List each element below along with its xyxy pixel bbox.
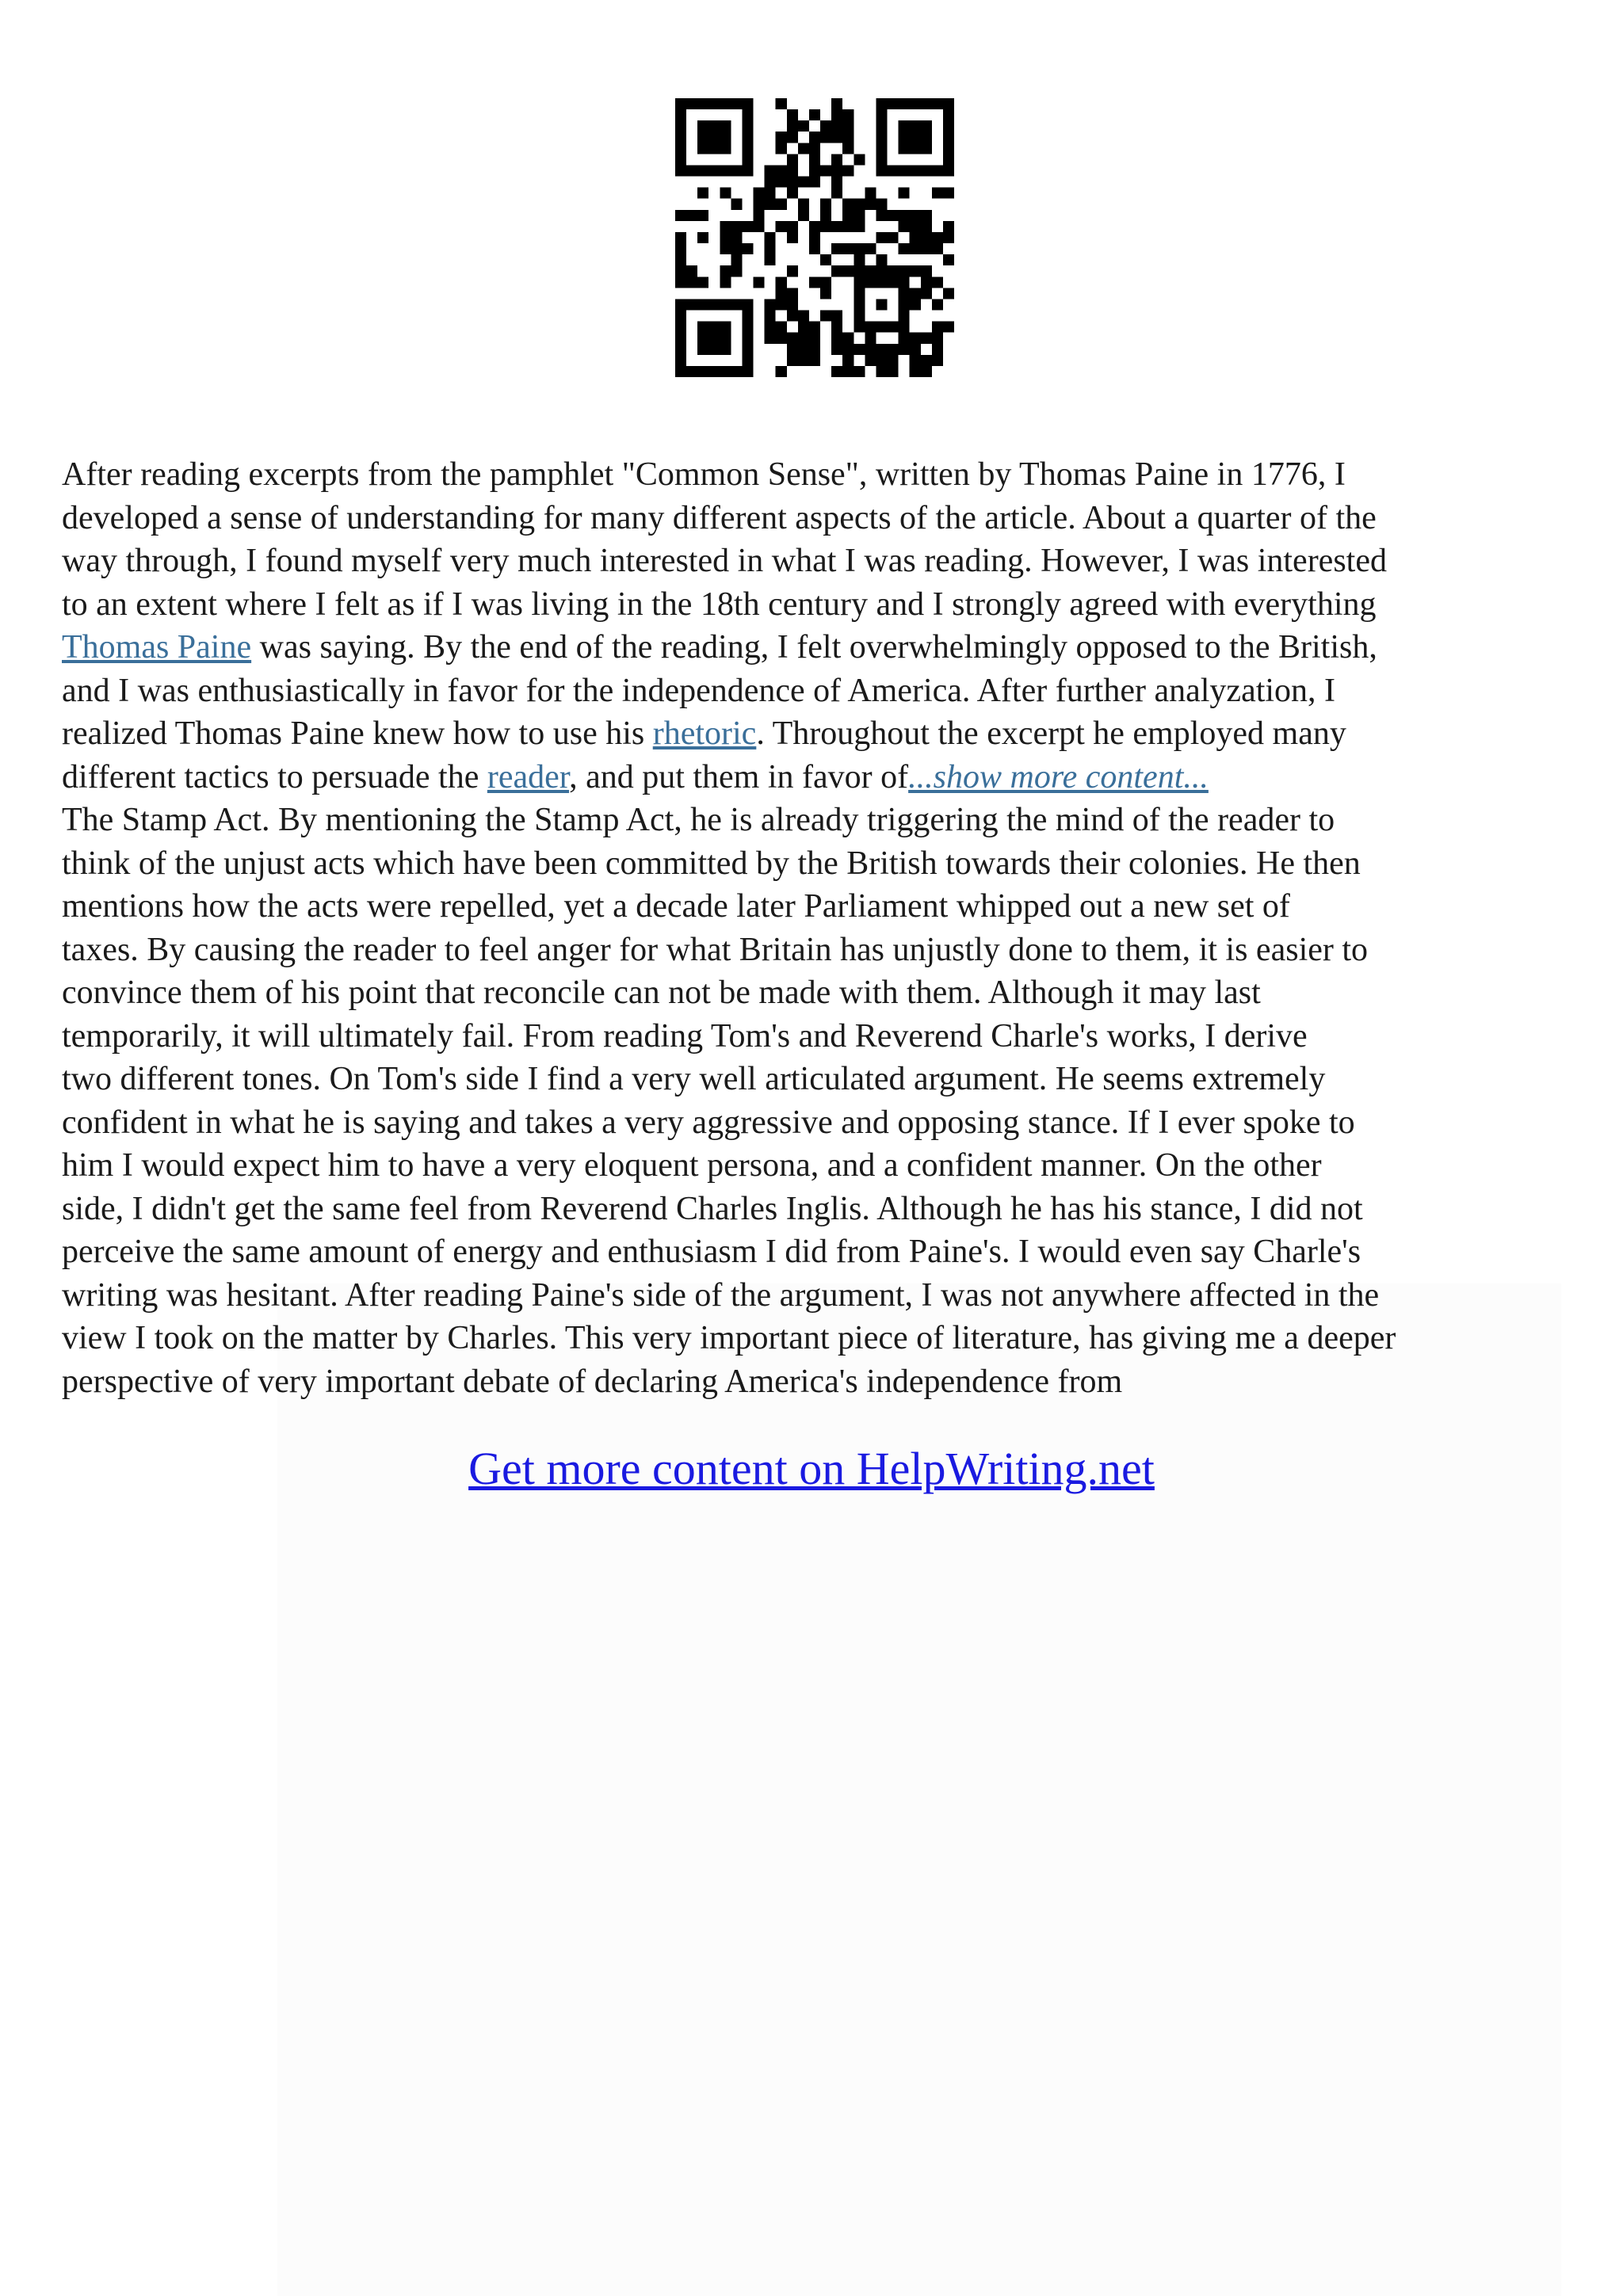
rhetoric-link[interactable]: rhetoric — [652, 715, 757, 752]
article-line: two different tones. On Tom's side I find a very well articulated argument. He seems extremely — [62, 1061, 1326, 1097]
article-line: way through, I found myself very much interested in what I was reading. However, I was interested — [62, 543, 1387, 579]
article-line: confident in what he is saying and takes a very aggressive and opposing stance. If I ever spoke to — [62, 1104, 1355, 1141]
article-line: side, I didn't get the same feel from Reverend Charles Inglis. Although he has his stance, I did not — [62, 1190, 1363, 1227]
article-line: writing was hesitant. After reading Paine's side of the argument, I was not anywhere affected in the — [62, 1276, 1380, 1314]
page-shade — [277, 1283, 1561, 2296]
article-line: After reading excerpts from the pamphlet "Common Sense", written by Thomas Paine in 1776, I — [62, 456, 1346, 493]
article-text: , and put them in favor of — [569, 758, 909, 795]
article-line: view I took on the matter by Charles. This very important piece of literature, has giving me a deeper — [62, 1320, 1396, 1356]
article-line: perspective of very important debate of declaring America's independence from — [62, 1363, 1123, 1400]
article-line: perceive the same amount of energy and enthusiasm I did from Paine's. I would even say Charle's — [62, 1234, 1361, 1270]
article-line — [62, 756, 1568, 799]
article-line: The Stamp Act. By mentioning the Stamp Act, he is already triggering the mind of the reader to — [62, 802, 1335, 838]
article-line — [62, 712, 1568, 756]
article-line: temporarily, it will ultimately fail. From reading Tom's and Reverend Charle's works, I derive — [62, 1017, 1308, 1055]
article-line: convince them of his point that reconcile can not be made with them. Although it may last — [62, 974, 1261, 1011]
article-line: mentions how the acts were repelled, yet a decade later Parliament whipped out a new set of — [62, 888, 1290, 925]
article-line — [62, 626, 1568, 669]
thomas-paine-link[interactable]: Thomas Paine — [62, 629, 252, 666]
article-body — [62, 453, 1568, 1403]
article-text: . Throughout the excerpt he employed many — [756, 715, 1346, 752]
reader-link[interactable]: reader — [487, 758, 570, 795]
article-line: developed a sense of understanding for many different aspects of the article. About a quarter of the — [62, 499, 1377, 536]
article-line: think of the unjust acts which have been committed by the British towards their colonies. He then — [62, 845, 1361, 882]
get-more-content-link[interactable]: Get more content on HelpWriting.net — [468, 1443, 1155, 1494]
article-line: to an extent where I felt as if I was living in the 18th century and I strongly agreed with everything — [62, 585, 1377, 623]
article-line: and I was enthusiastically in favor for the independence of America. After further analyzation, I — [62, 672, 1336, 709]
article-text: realized Thomas Paine knew how to use his — [62, 715, 653, 752]
article-text: different tactics to persuade the — [62, 758, 487, 795]
cta-container — [0, 1442, 1623, 1495]
article-text: was saying. By the end of the reading, I felt overwhelmingly opposed to the British, — [251, 629, 1377, 666]
qr-code-icon[interactable] — [675, 98, 954, 377]
article-line: taxes. By causing the reader to feel anger for what Britain has unjustly done to them, it is easier to — [62, 931, 1369, 968]
show-more-link[interactable]: ...show more content... — [908, 758, 1209, 795]
article-line: him I would expect him to have a very eloquent persona, and a confident manner. On the other — [62, 1147, 1322, 1184]
